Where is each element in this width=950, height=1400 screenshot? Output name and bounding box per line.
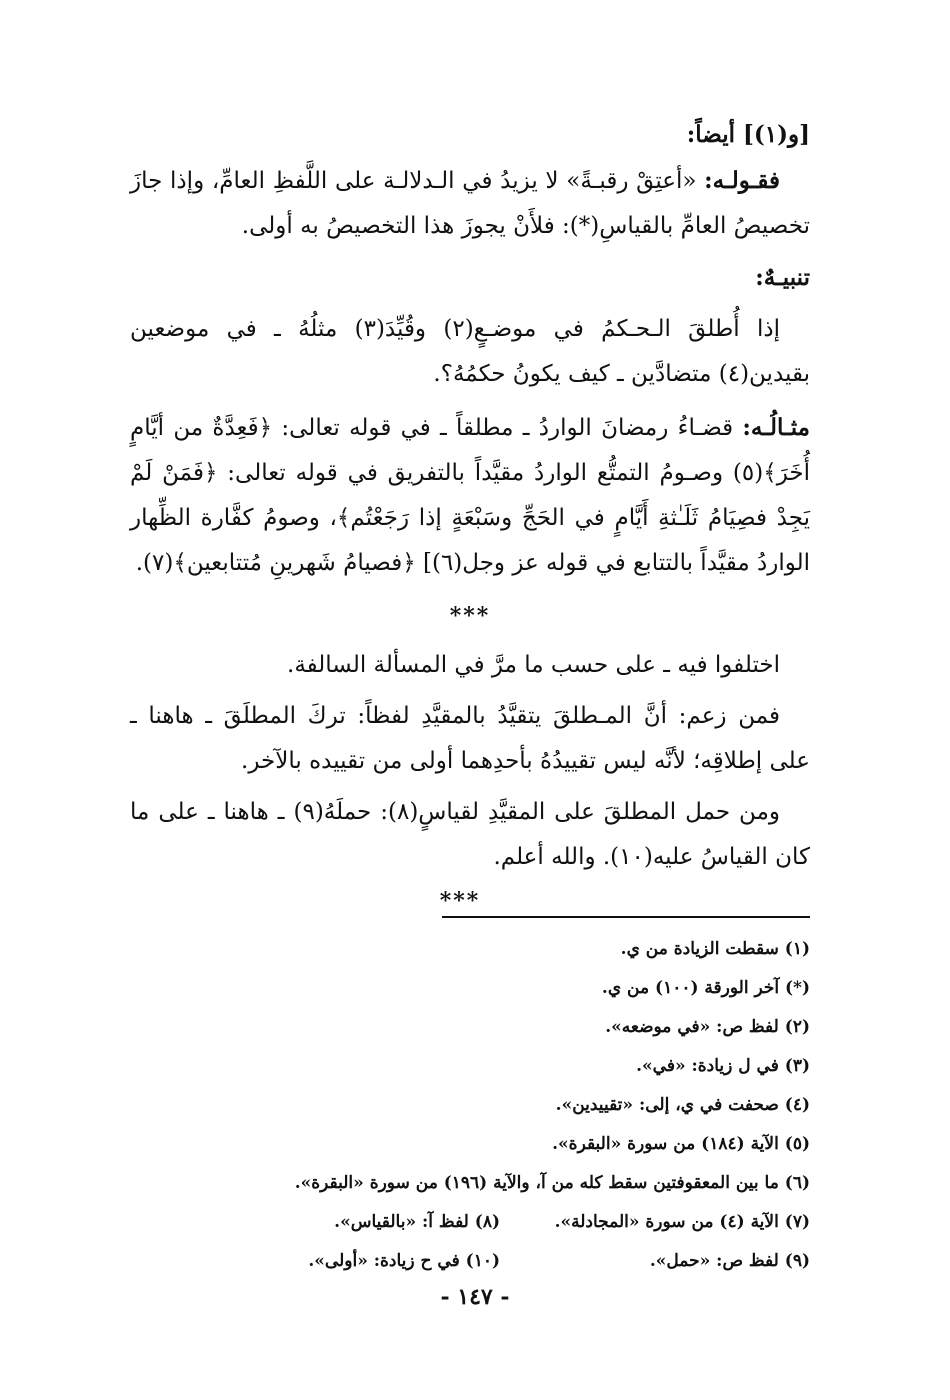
paragraph-1-label: فقـولـه: [704,167,780,194]
footnote-9: (٩) لفظ ص: «حمل». [649,1251,810,1271]
section-heading [130,255,810,301]
main-text [130,112,810,880]
footnote-4: (٤) صحفت في ي، إلى: «تقييدين». [555,1095,810,1115]
separator-stars-2: *** [439,888,481,914]
paragraph-2: إذا أُطلقَ الـحـكمُ في موضـعٍ(٢) وقُيِّدَ(٣) مثلُهُ ـ في موضعين بقيدين(٤) متضادَّين ـ كيف يكونُ حكمُهُ؟. [130,316,810,387]
footnote-1: (١) سقطت الزيادة من ي. [620,939,810,959]
section-heading-text: تنبيـهٌ: [755,264,810,291]
paragraph-3 [130,405,810,586]
footnote-divider [442,916,810,918]
heading-line [130,112,810,158]
separator-stars: *** [449,603,491,629]
paragraph-6: ومن حمل المطلقَ على المقيَّدِ لقياسٍ(٨): حملَهُ(٩) ـ هاهنا ـ على ما كان القياسُ عليه(١٠). والله أعلم. [130,799,810,870]
paragraph-5: فمن زعم: أنَّ المـطلقَ يتقيَّدُ بالمقيَّدِ لفظاً: تركَ المطلَقَ ـ هاهنا ـ على إطلاقِه؛ لأنَّه ليس تقييدُهُ بأحدِهما أولى من تقييده بالآخر. [130,703,810,774]
footnote-row-7-8 [130,1203,810,1242]
footnote-10: (١٠) في ح زيادة: «أولى». [308,1251,500,1271]
paragraph-3-text: قضـاءُ رمضانَ الواردُ ـ مطلقاً ـ في قوله تعالى: ﴿فَعِدَّةٌ من أيَّامٍ أُخَرَ﴾(٥) وصـومُ التمتُّع الواردُ مقيَّداً بالتفريق في قوله تعالى: ﴿فَمَنْ لَمْ يَجِدْ فصِيَامُ ثَلَـٰثةِ أَيَّامٍ في الحَجِّ وسَبْعَةٍ إذا رَجَعْتُم﴾، وصومُ كفَّارة الظِّهار الواردُ مقيَّداً بالتتابع في قوله عز وجل(٦)] ﴿فصيامُ شَهرينِ مُتتابعين﴾(٧). [130,415,810,576]
heading-line-text: [و(١)] أيضاً: [686,121,810,148]
footnote-row-9-10 [130,1242,810,1281]
paragraph-1 [130,158,810,249]
footnote-6: (٦) ما بين المعقوفتين سقط كله من آ، والآية (١٩٦) من سورة «البقرة». [294,1173,810,1193]
paragraph-3-label: مثـالُـه: [742,414,810,441]
footnote-8: (٨) لفظ آ: «بالقياس». [334,1212,500,1232]
page-number: - ١٤٧ - [440,1284,510,1310]
footnote-star: (*) آخر الورقة (١٠٠) من ي. [601,978,810,998]
paragraph-1-text: «أعتِقْ رقبـةً» لا يزيدُ في الـدلالـة على اللَّفظِ العامِّ، وإذا جازَ تخصيصُ العامِّ بالقياسِ(*): فلأَنْ يجوزَ هذا التخصيصُ به أولى. [130,168,810,239]
footnotes [130,930,810,1281]
footnote-3: (٣) في ل زيادة: «في». [636,1056,810,1076]
footnote-2: (٢) لفظ ص: «في موضعه». [605,1017,810,1037]
paragraph-4: اختلفوا فيه ـ على حسب ما مرَّ في المسألة السالفة. [287,652,780,678]
footnote-7: (٧) الآية (٤) من سورة «المجادلة». [554,1212,810,1232]
footnote-5: (٥) الآية (١٨٤) من سورة «البقرة». [552,1134,810,1154]
